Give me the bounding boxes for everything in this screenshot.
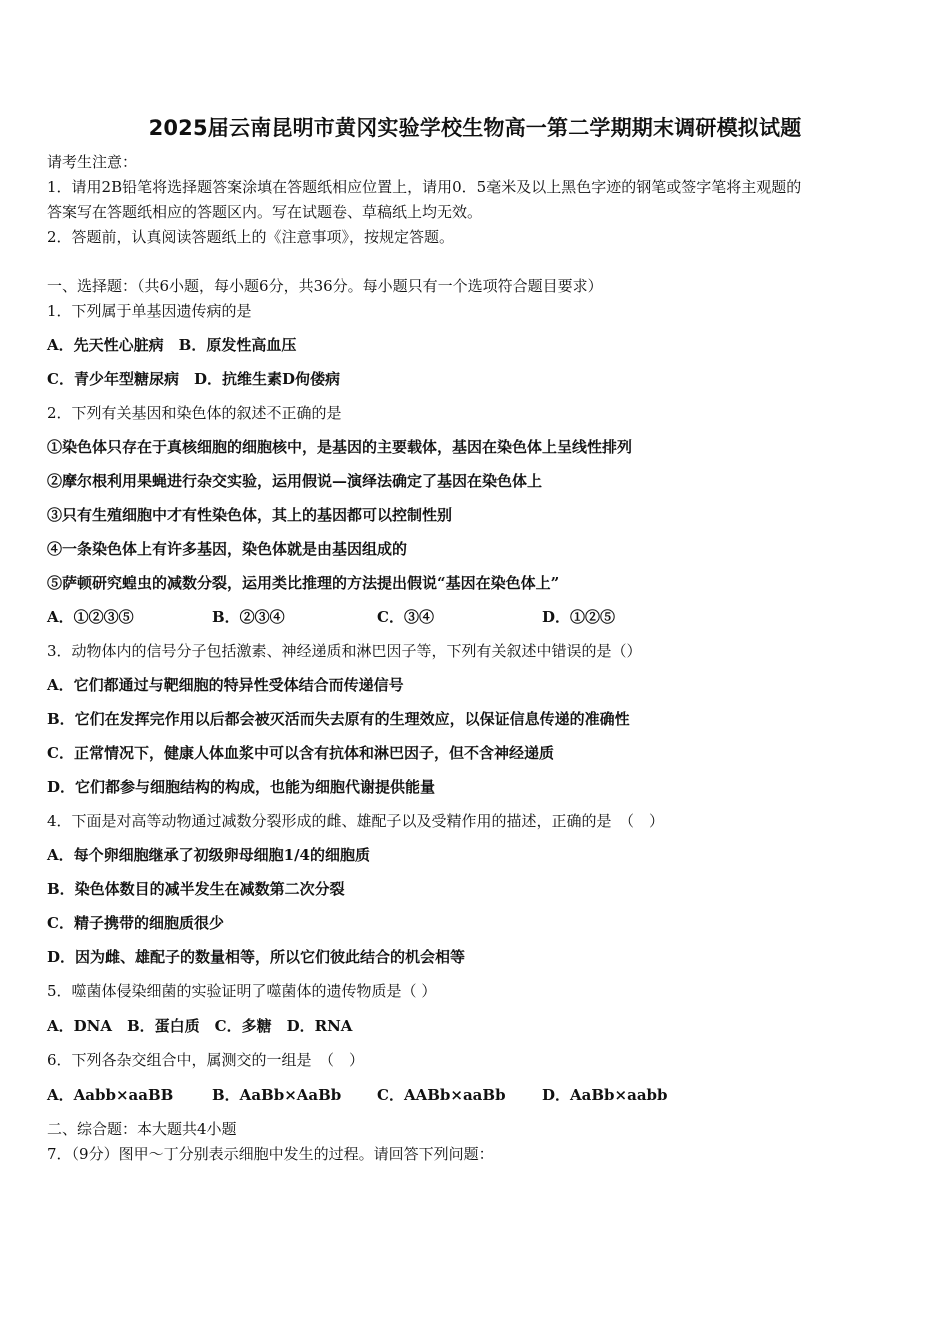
section-2-header: 二、综合题：本大题共4小题 xyxy=(47,1120,237,1138)
question-6-option-b: B．AaBb×AaBb xyxy=(212,1086,342,1104)
question-2-option-b: B．②③④ xyxy=(212,608,285,626)
question-4-option-c: C．精子携带的细胞质很少 xyxy=(47,914,224,932)
question-2-option-d: D．①②⑤ xyxy=(542,608,616,626)
question-3-option-b: B．它们在发挥完作用以后都会被灭活而失去原有的生理效应，以保证信息传递的准确性 xyxy=(47,710,630,728)
question-4-stem: 4．下面是对高等动物通过减数分裂形成的雌、雄配子以及受精作用的描述，正确的是 （ ） xyxy=(47,812,665,830)
notice-item-1-line-1: 1．请用2B铅笔将选择题答案涂填在答题纸相应位置上，请用0．5毫米及以上黑色字迹的钢笔或签字笔将主观题的 xyxy=(47,178,802,196)
notice-item-1-line-2: 答案写在答题纸相应的答题区内。写在试题卷、草稿纸上均无效。 xyxy=(47,203,483,221)
question-6-option-c: C．AABb×aaBb xyxy=(377,1086,506,1104)
question-2-statement-5: ⑤萨顿研究蝗虫的减数分裂，运用类比推理的方法提出假说“基因在染色体上” xyxy=(47,574,560,592)
question-4-option-b: B．染色体数目的减半发生在减数第二次分裂 xyxy=(47,880,345,898)
question-2-statement-1: ①染色体只存在于真核细胞的细胞核中，是基因的主要载体，基因在染色体上呈线性排列 xyxy=(47,438,633,456)
question-5-options: A．DNA B．蛋白质 C．多糖 D．RNA xyxy=(47,1017,353,1035)
question-2-option-a: A．①②③⑤ xyxy=(47,608,134,626)
question-2-option-c: C．③④ xyxy=(377,608,434,626)
question-2-statement-3: ③只有生殖细胞中才有性染色体，其上的基因都可以控制性别 xyxy=(47,506,453,524)
page-title: 2025届云南昆明市黄冈实验学校生物高一第二学期期末调研模拟试题 xyxy=(148,116,802,140)
notice-item-2: 2．答题前，认真阅读答题纸上的《注意事项》，按规定答题。 xyxy=(47,228,455,246)
notice-heading: 请考生注意： xyxy=(47,153,138,171)
question-6-options xyxy=(47,1085,927,1105)
question-4-option-d: D．因为雌、雄配子的数量相等，所以它们彼此结合的机会相等 xyxy=(47,948,466,966)
question-2-stem: 2．下列有关基因和染色体的叙述不正确的是 xyxy=(47,404,342,422)
question-1-options-row-1: A．先天性心脏病 B．原发性高血压 xyxy=(47,336,297,354)
question-4-option-a: A．每个卵细胞继承了初级卵母细胞1/4的细胞质 xyxy=(47,846,370,864)
question-6-option-d: D．AaBb×aabb xyxy=(542,1086,668,1104)
section-1-header: 一、选择题：（共6小题，每小题6分，共36分。每小题只有一个选项符合题目要求） xyxy=(47,277,603,295)
question-1-options-row-2: C．青少年型糖尿病 D．抗维生素D佝偻病 xyxy=(47,370,340,388)
question-3-option-d: D．它们都参与细胞结构的构成，也能为细胞代谢提供能量 xyxy=(47,778,436,796)
question-2-options xyxy=(47,607,927,627)
question-2-statement-4: ④一条染色体上有许多基因，染色体就是由基因组成的 xyxy=(47,540,408,558)
question-6-stem: 6．下列各杂交组合中，属测交的一组是 （ ） xyxy=(47,1051,365,1069)
question-1-stem: 1．下列属于单基因遗传病的是 xyxy=(47,302,252,320)
question-3-option-a: A．它们都通过与靶细胞的特异性受体结合而传递信号 xyxy=(47,676,404,694)
question-7-stem: 7．（9分）图甲～丁分别表示细胞中发生的过程。请回答下列问题： xyxy=(47,1145,494,1163)
question-3-stem: 3．动物体内的信号分子包括激素、神经递质和淋巴因子等，下列有关叙述中错误的是（） xyxy=(47,642,642,660)
question-5-stem: 5．噬菌体侵染细菌的实验证明了噬菌体的遗传物质是（ ） xyxy=(47,982,437,1000)
question-6-option-a: A．Aabb×aaBB xyxy=(47,1086,174,1104)
question-2-statement-2: ②摩尔根利用果蝇进行杂交实验，运用假说—演绎法确定了基因在染色体上 xyxy=(47,472,543,490)
question-3-option-c: C．正常情况下，健康人体血浆中可以含有抗体和淋巴因子，但不含神经递质 xyxy=(47,744,554,762)
